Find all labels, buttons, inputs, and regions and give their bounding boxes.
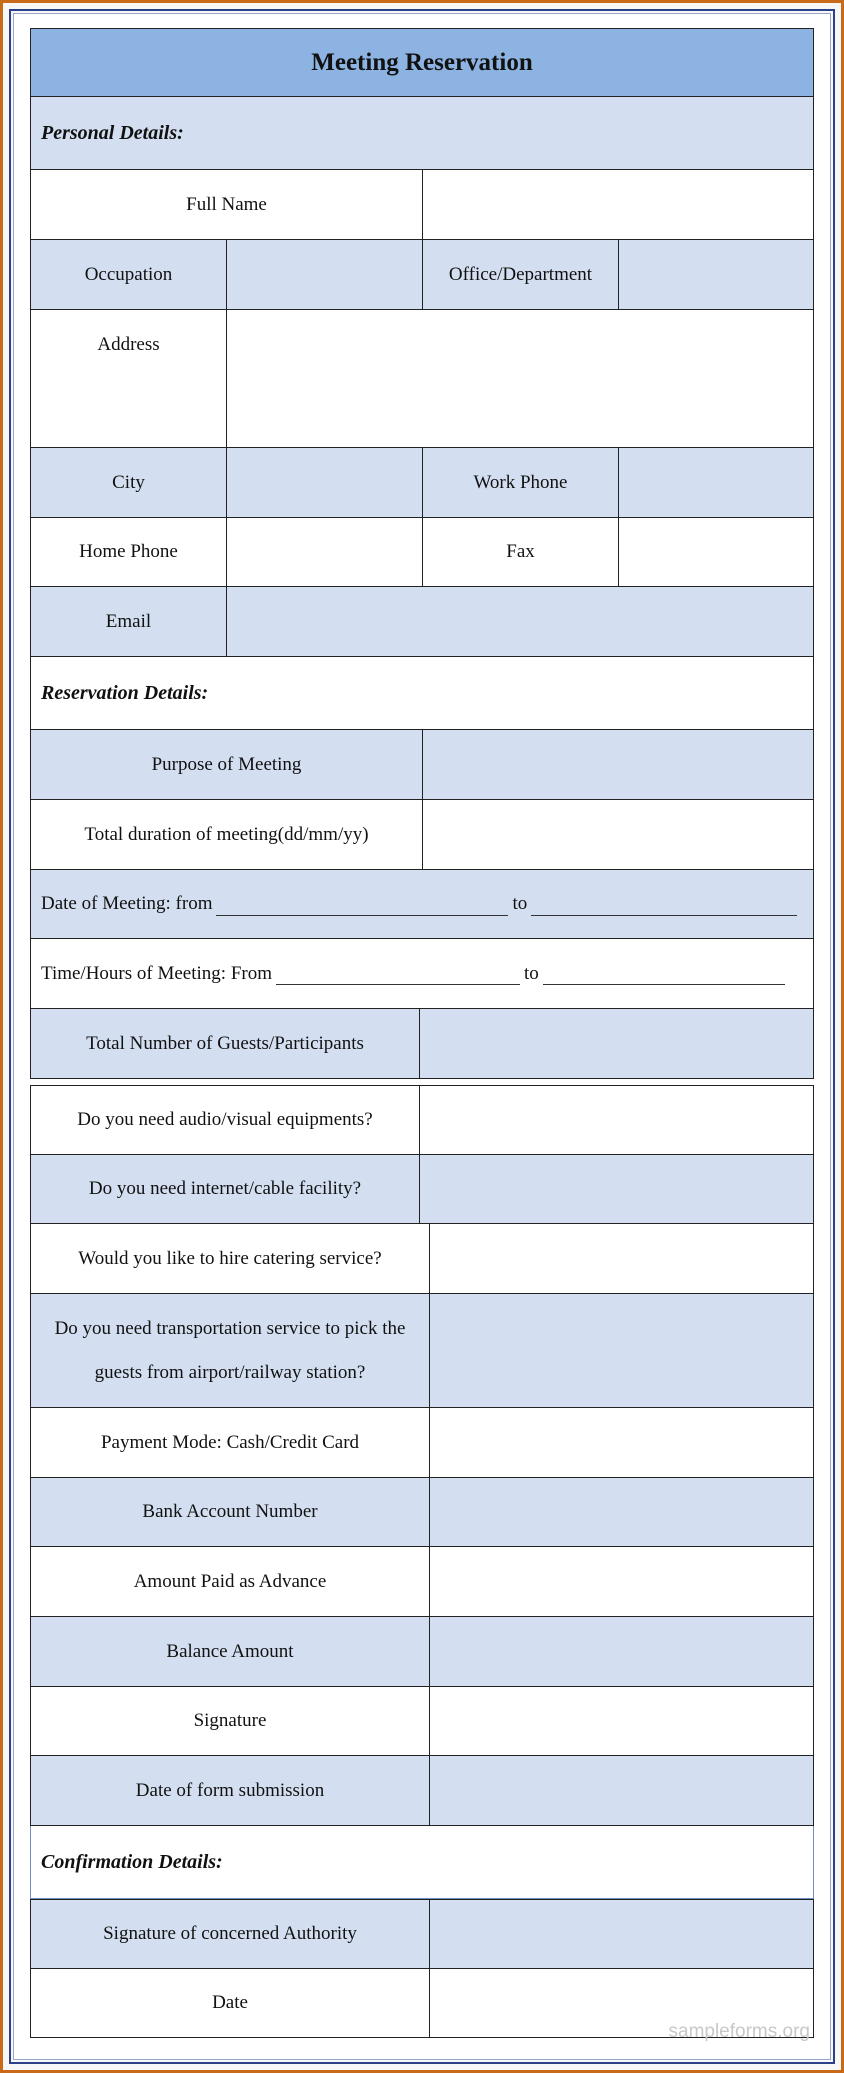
full-name-row: [30, 170, 814, 240]
balance-row: [30, 1617, 814, 1687]
time-from-label: Time/Hours of Meeting: From: [41, 962, 272, 984]
time-to-field[interactable]: [543, 962, 785, 985]
advance-row: [30, 1547, 814, 1617]
audio-visual-label: Do you need audio/visual equipments?: [31, 1086, 420, 1154]
date-to-label: to: [512, 893, 528, 914]
purpose-field[interactable]: [423, 730, 813, 799]
personal-details-heading: Personal Details:: [41, 121, 184, 144]
address-label: Address: [31, 310, 227, 447]
signature-row: [30, 1687, 814, 1756]
date-to-field[interactable]: [531, 893, 797, 916]
purpose-label: Purpose of Meeting: [31, 730, 423, 799]
payment-mode-label: Payment Mode: Cash/Credit Card: [31, 1408, 430, 1477]
form-title-row: [30, 28, 814, 97]
time-to-label: to: [524, 962, 539, 984]
audio-visual-field[interactable]: [420, 1086, 813, 1154]
audio-visual-row: [30, 1085, 814, 1155]
guests-field[interactable]: [420, 1009, 813, 1078]
city-field[interactable]: [227, 448, 423, 517]
date-from-label: Date of Meeting: from: [41, 893, 213, 914]
time-of-meeting-row: [30, 939, 814, 1009]
fax-label: Fax: [423, 518, 619, 586]
duration-label: Total duration of meeting(dd/mm/yy): [31, 800, 423, 869]
guests-row: [30, 1009, 814, 1079]
time-of-meeting-line: [31, 939, 813, 1008]
occupation-row: [30, 240, 814, 310]
duration-row: [30, 800, 814, 870]
transportation-label: [31, 1294, 430, 1407]
submission-date-field[interactable]: [430, 1756, 813, 1825]
purpose-row: [30, 730, 814, 800]
transportation-label-line-1: Do you need transportation service to pick the: [54, 1317, 406, 1339]
form-title: Meeting Reservation: [31, 29, 813, 96]
home-phone-label: Home Phone: [31, 518, 227, 586]
signature-label: Signature: [31, 1687, 430, 1755]
address-row: [30, 310, 814, 448]
balance-field[interactable]: [430, 1617, 813, 1686]
city-label: City: [31, 448, 227, 517]
meeting-reservation-form: [30, 28, 814, 2038]
guests-label: Total Number of Guests/Participants: [31, 1009, 420, 1078]
city-row: [30, 448, 814, 518]
email-row: [30, 587, 814, 657]
full-name-field[interactable]: [423, 170, 813, 239]
home-phone-field[interactable]: [227, 518, 423, 586]
signature-field[interactable]: [430, 1687, 813, 1755]
submission-date-row: [30, 1756, 814, 1826]
personal-details-header: [30, 97, 814, 170]
transportation-row: [30, 1294, 814, 1408]
internet-row: [30, 1155, 814, 1224]
internet-field[interactable]: [420, 1155, 813, 1223]
office-department-field[interactable]: [619, 240, 813, 309]
authority-signature-field[interactable]: [430, 1900, 813, 1968]
bank-account-row: [30, 1478, 814, 1547]
bank-account-label: Bank Account Number: [31, 1478, 430, 1546]
email-label: Email: [31, 587, 227, 656]
submission-date-label: Date of form submission: [31, 1756, 430, 1825]
office-department-label: Office/Department: [423, 240, 619, 309]
reservation-details-header: [30, 657, 814, 730]
bank-account-field[interactable]: [430, 1478, 813, 1546]
date-of-meeting-line: [31, 870, 813, 938]
work-phone-label: Work Phone: [423, 448, 619, 517]
work-phone-field[interactable]: [619, 448, 813, 517]
catering-field[interactable]: [430, 1224, 813, 1293]
payment-mode-row: [30, 1408, 814, 1478]
internet-label: Do you need internet/cable facility?: [31, 1155, 420, 1223]
confirmation-details-heading: Confirmation Details:: [41, 1850, 223, 1873]
advance-field[interactable]: [430, 1547, 813, 1616]
occupation-label: Occupation: [31, 240, 227, 309]
home-phone-row: [30, 518, 814, 587]
balance-label: Balance Amount: [31, 1617, 430, 1686]
confirmation-details-header: [30, 1826, 814, 1899]
transportation-label-line-2: guests from airport/railway station?: [94, 1361, 366, 1383]
occupation-field[interactable]: [227, 240, 423, 309]
date-of-meeting-row: [30, 870, 814, 939]
payment-mode-field[interactable]: [430, 1408, 813, 1477]
full-name-label: Full Name: [31, 170, 423, 239]
transportation-field[interactable]: [430, 1294, 813, 1407]
fax-field[interactable]: [619, 518, 813, 586]
advance-label: Amount Paid as Advance: [31, 1547, 430, 1616]
confirmation-date-label: Date: [31, 1969, 430, 2037]
email-field[interactable]: [227, 587, 813, 656]
duration-field[interactable]: [423, 800, 813, 869]
address-field[interactable]: [227, 310, 813, 447]
date-from-field[interactable]: [216, 893, 508, 916]
time-from-field[interactable]: [276, 962, 520, 985]
reservation-details-heading: Reservation Details:: [41, 681, 209, 704]
watermark: sampleforms.org: [668, 2021, 810, 2042]
catering-row: [30, 1224, 814, 1294]
authority-signature-label: Signature of concerned Authority: [31, 1900, 430, 1968]
authority-signature-row: [30, 1899, 814, 1969]
catering-label: Would you like to hire catering service?: [31, 1224, 430, 1293]
